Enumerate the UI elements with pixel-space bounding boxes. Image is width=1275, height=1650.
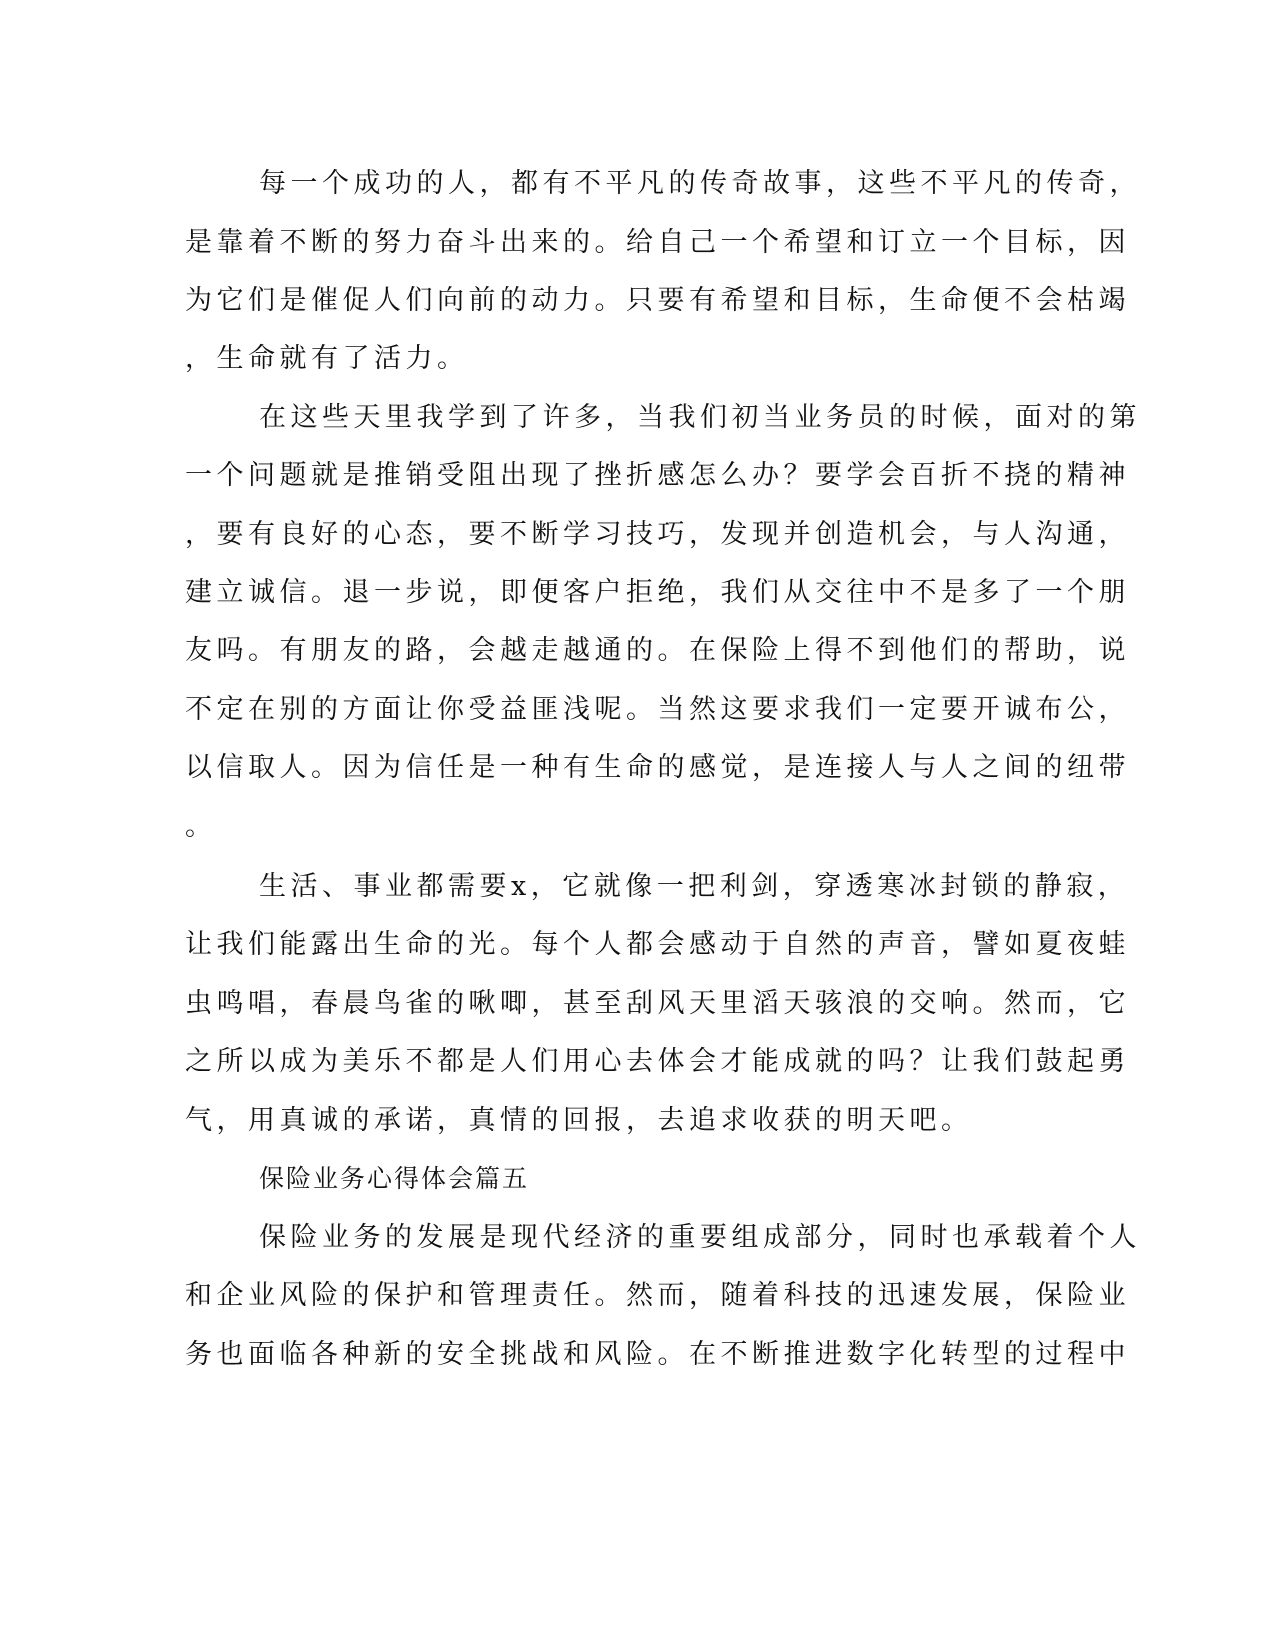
section-heading: 保险业务心得体会篇五	[259, 1164, 530, 1193]
text-line: 。	[185, 811, 217, 842]
text-line: 让我们能露出生命的光。每个人都会感动于自然的声音，譬如夏夜蛙	[185, 929, 1130, 960]
text-line: 是靠着不断的努力奋斗出来的。给自己一个希望和订立一个目标，因	[185, 227, 1130, 258]
text-line: 不定在别的方面让你受益匪浅呢。当然这要求我们一定要开诚布公，	[185, 694, 1130, 725]
text-line: 气，用真诚的承诺，真情的回报，去追求收获的明天吧。	[185, 1105, 973, 1136]
text-line: 务也面临各种新的安全挑战和风险。在不断推进数字化转型的过程中	[185, 1339, 1130, 1370]
text-line: 建立诚信。退一步说，即便客户拒绝，我们从交往中不是多了一个朋	[185, 577, 1130, 608]
text-line: 保险业务的发展是现代经济的重要组成部分，同时也承载着个人	[259, 1222, 1141, 1253]
text-line: ，要有良好的心态，要不断学习技巧，发现并创造机会，与人沟通，	[185, 519, 1130, 550]
text-line: ，生命就有了活力。	[185, 343, 469, 374]
text-line: 友吗。有朋友的路，会越走越通的。在保险上得不到他们的帮助，说	[185, 635, 1130, 666]
text-line: 之所以成为美乐不都是人们用心去体会才能成就的吗？让我们鼓起勇	[185, 1046, 1130, 1077]
text-line: 一个问题就是推销受阻出现了挫折感怎么办？要学会百折不挠的精神	[185, 460, 1130, 491]
text-line: 为它们是催促人们向前的动力。只要有希望和目标，生命便不会枯竭	[185, 285, 1130, 316]
text-line: 虫鸣唱，春晨鸟雀的啾唧，甚至刮风天里滔天骇浪的交响。然而，它	[185, 988, 1130, 1019]
text-line: 每一个成功的人，都有不平凡的传奇故事，这些不平凡的传奇，	[259, 168, 1141, 199]
text-line: 和企业风险的保护和管理责任。然而，随着科技的迅速发展，保险业	[185, 1280, 1130, 1311]
text-line: 在这些天里我学到了许多，当我们初当业务员的时候，面对的第	[259, 402, 1141, 433]
text-line: 以信取人。因为信任是一种有生命的感觉，是连接人与人之间的纽带	[185, 752, 1130, 783]
text-line: 生活、事业都需要x，它就像一把利剑，穿透寒冰封锁的静寂，	[259, 871, 1130, 902]
